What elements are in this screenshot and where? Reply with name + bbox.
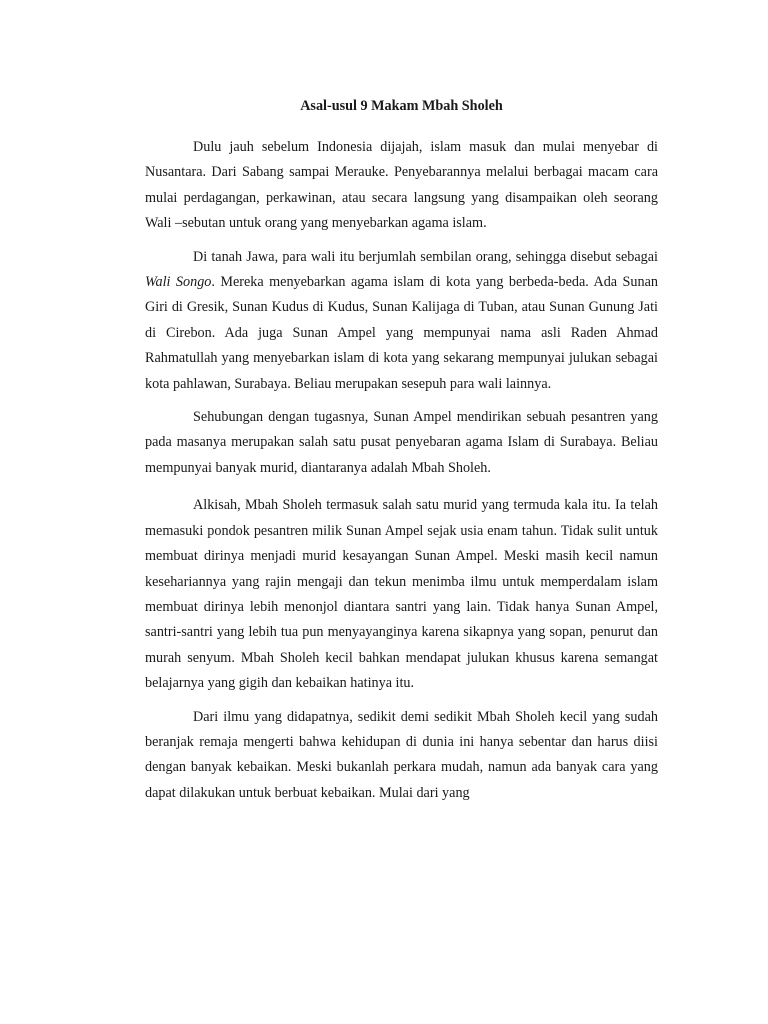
- paragraph-2: [145, 245, 658, 397]
- document-title: Asal-usul 9 Makam Mbah Sholeh: [300, 98, 503, 114]
- paragraph-1: Dulu jauh sebelum Indonesia dijajah, islam masuk dan mulai menyebar di Nusantara. Dari Sabang sampai Merauke. Penyebarannya melalui berbagai macam cara mulai perdagangan, perkawinan, atau secara langsung yang disampaikan oleh seorang Wali –sebutan untuk orang yang menyebarkan agama islam.: [145, 139, 658, 232]
- paragraph-3: Sehubungan dengan tugasnya, Sunan Ampel mendirikan sebuah pesantren yang pada masanya merupakan salah satu pusat penyebaran agama Islam di Surabaya. Beliau mempunyai banyak murid, diantaranya adalah Mbah Sholeh.: [145, 409, 658, 476]
- paragraph-4: Alkisah, Mbah Sholeh termasuk salah satu murid yang termuda kala itu. Ia telah memasuki pondok pesantren milik Sunan Ampel sejak usia enam tahun. Tidak sulit untuk membuat dirinya menjadi murid kesayangan Sunan Ampel. Meski masih kecil namun kesehariannya yang rajin mengaji dan tekun menimba ilmu untuk memperdalam islam membuat dirinya lebih menonjol diantara santri yang lain. Tidak hanya Sunan Ampel, santri-santri yang lebih tua pun menyayanginya karena sikapnya yang sopan, penurut dan murah senyum. Mbah Sholeh kecil bahkan mendapat julukan khusus karena semangat belajarnya yang gigih dan kebaikan hatinya itu.: [145, 497, 658, 692]
- paragraph-2-text-before: Di tanah Jawa, para wali itu berjumlah sembilan orang, sehingga disebut sebagai: [193, 248, 658, 265]
- paragraph-5: Dari ilmu yang didapatnya, sedikit demi sedikit Mbah Sholeh kecil yang sudah beranjak remaja mengerti bahwa kehidupan di dunia ini hanya sebentar dan harus diisi dengan banyak kebaikan. Meski bukanlah perkara mudah, namun ada banyak cara yang dapat dilakukan untuk berbuat kebaikan. Mulai dari yang: [145, 708, 658, 801]
- document-page: [145, 94, 658, 814]
- paragraph-2-text-after: . Mereka menyebarkan agama islam di kota yang berbeda-beda. Ada Sunan Giri di Gresik, Sunan Kudus di Kudus, Sunan Kalijaga di Tuban, atau Sunan Gunung Jati di Cirebon. Ada juga Sunan Ampel yang mempunyai nama asli Raden Ahmad Rahmatullah yang menyebarkan islam di kota yang sekarang mempunyai julukan sebagai kota pahlawan, Surabaya. Beliau merupakan sesepuh para wali lainnya.: [145, 274, 658, 392]
- paragraph-2-italic-term: Wali Songo: [145, 274, 212, 291]
